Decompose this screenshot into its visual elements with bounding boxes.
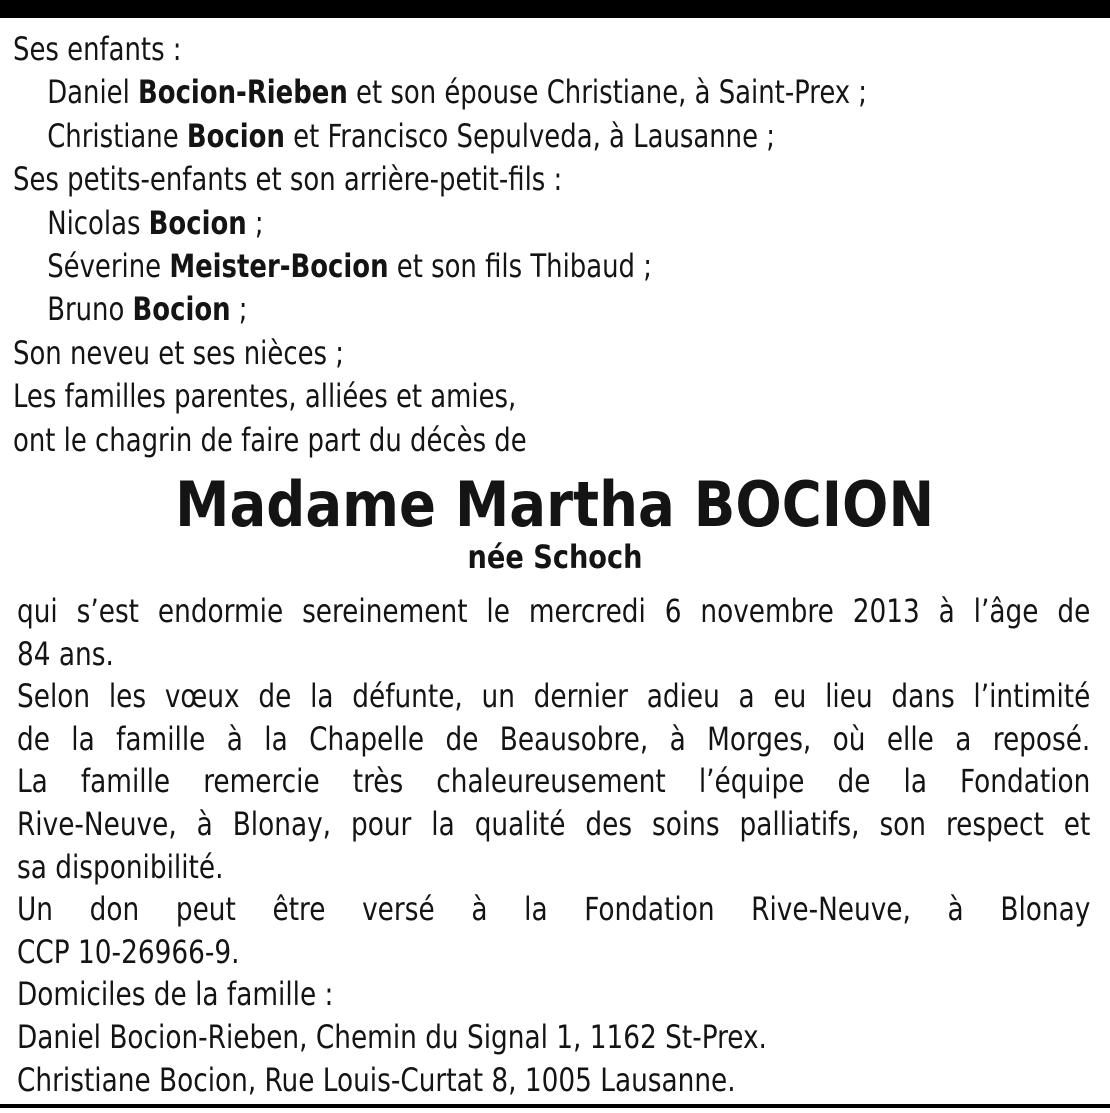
body-line: CCP 10-26966-9.: [17, 932, 240, 971]
body-line: Rive-Neuve, à Blonay, pour la qualité des soins palliatifs, son respect et: [17, 804, 1091, 843]
body-line: 84 ans.: [17, 634, 114, 673]
bottom-border-rule: [0, 1104, 1110, 1108]
family-relatives-line: Les familles parentes, alliées et amies,: [13, 377, 517, 416]
body-line: Christiane Bocion, Rue Louis-Curtat 8, 1005 Lausanne.: [17, 1060, 736, 1099]
family-member-line: [13, 202, 994, 245]
member-detail: et son épouse Christiane, à Saint-Prex ;: [347, 73, 868, 112]
member-first-name: Christiane: [47, 116, 187, 155]
member-detail: ;: [230, 290, 248, 329]
announcement-intro: ont le chagrin de faire part du décès de: [13, 420, 527, 459]
body-line: Selon les vœux de la défunte, un dernier adieu a eu lieu dans l’intimité: [17, 677, 1091, 716]
family-member-line: [13, 71, 994, 114]
family-member-line: [13, 245, 994, 288]
member-surname: Bocion: [186, 116, 285, 155]
member-detail: ;: [246, 203, 264, 242]
member-detail: et Francisco Sepulveda, à Lausanne ;: [284, 116, 776, 155]
family-heading-grandchildren: Ses petits-enfants et son arrière-petit-fils :: [13, 160, 563, 199]
member-surname: Bocion: [132, 290, 231, 329]
member-surname: Bocion-Rieben: [138, 73, 348, 112]
body-line: qui s’est endormie sereinement le mercredi 6 novembre 2013 à l’âge de: [17, 592, 1091, 630]
body-line: de la famille à la Chapelle de Beausobre, à Morges, où elle a reposé.: [17, 719, 1091, 758]
family-member-line: [13, 115, 994, 158]
top-border-rule: [0, 0, 1110, 18]
body-line: Un don peut être versé à la Fondation Rive-Neuve, à Blonay: [17, 890, 1091, 929]
member-first-name: Daniel: [47, 73, 139, 112]
member-surname: Meister-Bocion: [169, 247, 389, 286]
body-line: Domiciles de la famille :: [17, 975, 334, 1014]
member-surname: Bocion: [148, 203, 247, 242]
member-first-name: Bruno: [47, 290, 133, 329]
deceased-maiden-name: née Schoch: [467, 538, 643, 576]
family-heading-children: Ses enfants :: [13, 30, 182, 68]
body-line: La famille remercie très chaleureusement l’équipe de la Fondation: [17, 762, 1091, 801]
family-relatives-line: Son neveu et ses nièces ;: [13, 333, 344, 372]
body-line: sa disponibilité.: [17, 847, 224, 886]
family-list: [13, 28, 994, 462]
deceased-name: Madame Martha BOCION: [175, 468, 935, 541]
member-first-name: Séverine: [47, 247, 170, 286]
member-detail: et son fils Thibaud ;: [388, 247, 652, 286]
body-line: Daniel Bocion-Rieben, Chemin du Signal 1, 1162 St-Prex.: [17, 1017, 767, 1056]
announcement-body: [17, 590, 1090, 1101]
member-first-name: Nicolas: [47, 203, 149, 242]
family-member-line: [13, 288, 994, 331]
